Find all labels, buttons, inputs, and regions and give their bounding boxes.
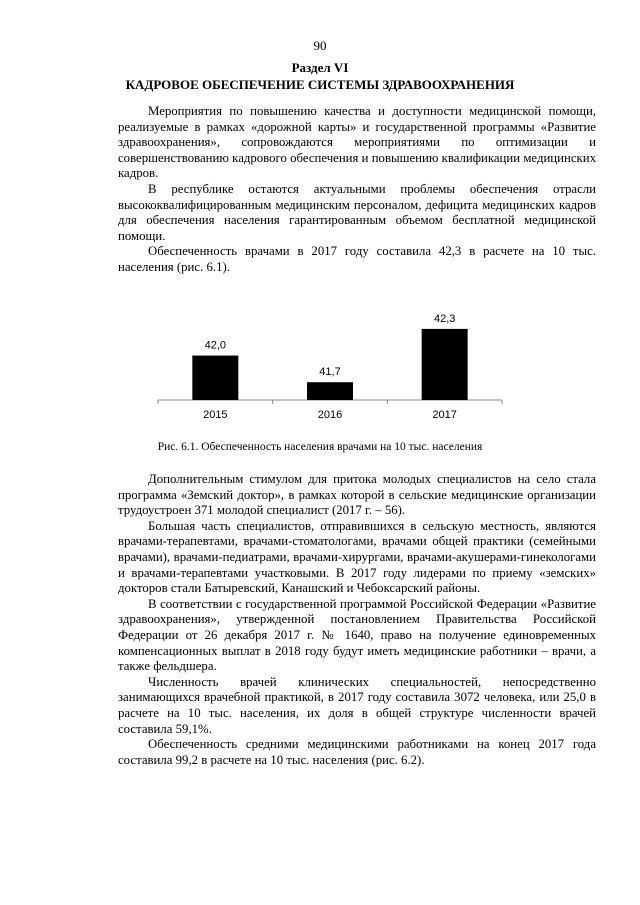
paragraph: Мероприятия по повышению качества и доступности медицинской помощи, реализуемые в рамках «дорожной карты» и государственной программы «Развитие здравоохранения», сопровождаются мероприятиями по оптимизации и совершенствованию кадрового обеспечения и повышению квалификации медицинских кадров.	[118, 104, 596, 181]
section-label: Раздел VI	[291, 60, 349, 75]
paragraph: В соответствии с государственной программой Российской Федерации «Развитие здравоохранения», утвержденной постановлением Правительства Российской Федерации от 26 декабря 2017 г. № 1640, право на получение единовременных компенсационных выплат в 2018 году будут иметь медицинские работники – врачи, а также фельдшера.	[118, 596, 596, 674]
body-text-top	[118, 104, 596, 276]
bar-2017	[422, 329, 468, 400]
bar-2015	[192, 356, 238, 400]
page-number: 90	[313, 38, 327, 53]
bar-chart	[150, 296, 510, 426]
data-label-2016: 41,7	[319, 366, 341, 379]
x-tick-label-2015: 2015	[203, 409, 228, 421]
figure-caption: Рис. 6.1. Обеспеченность населения врачами на 10 тыс. населения	[157, 441, 483, 453]
section-title: КАДРОВОЕ ОБЕСПЕЧЕНИЕ СИСТЕМЫ ЗДРАВООХРАНЕНИЯ	[125, 77, 515, 92]
x-tick-label-2017: 2017	[432, 409, 457, 421]
paragraph: В республике остаются актуальными проблемы обеспечения отрасли высококвалифицированным медицинским персоналом, дефицита медицинских кадров для обеспечения населения гарантированным объемом бесплатной медицинской помощи.	[118, 181, 596, 243]
data-label-2017: 42,3	[433, 312, 456, 325]
paragraph: Численность врачей клинических специальностей, непосредственно занимающихся врачебной практикой, в 2017 году составила 3072 человека, или 25,0 в расчете на 10 тыс. населения, их доля в общей структуре численности врачей составила 59,1%.	[118, 674, 596, 736]
body-text-bottom	[118, 472, 596, 768]
paragraph: Обеспеченность средними медицинскими работниками на конец 2017 года составила 99,2 в расчете на 10 тыс. населения (рис. 6.2).	[118, 737, 596, 767]
data-label-2015: 42,0	[204, 339, 227, 352]
bar-2016	[307, 382, 353, 400]
bar-chart-svg	[150, 296, 510, 426]
paragraph: Обеспеченность врачами в 2017 году составила 42,3 в расчете на 10 тыс. населения (рис. 6.1).	[118, 244, 596, 274]
paragraph: Большая часть специалистов, отправившихся в сельскую местность, являются врачами-терапевтами, врачами-стоматологами, врачами общей практики (семейными врачами), врачами-педиатрами, врачами-хирургами, врачами-акушерами-гинекологами и врачами-терапевтами участковыми. В 2017 году лидерами по приему «земских» докторов стали Батыревский, Канашский и Чебоксарский районы.	[118, 518, 596, 596]
paragraph: Дополнительным стимулом для притока молодых специалистов на село стала программа «Земский доктор», в рамках которой в сельские медицинские организации трудоустроен 371 молодой специалист (2017 г. – 56).	[118, 472, 596, 518]
x-tick-label-2016: 2016	[317, 409, 343, 421]
